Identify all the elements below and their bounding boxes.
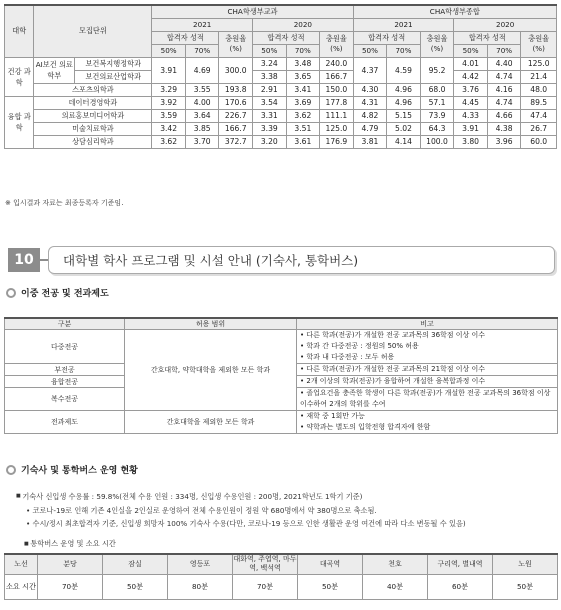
cell: 4.38 [487,122,521,135]
cell: 21.4 [521,70,557,83]
route-name: 잠실 [103,554,168,574]
cell: 4.40 [487,57,521,70]
dorm-line: ■ 기숙사 신입생 수용률 : 59.8%(전체 수용 인원 : 334명, 신입생 수용인원 : 200명, 2021학년도 1학기 기준) [16,490,556,504]
route-time: 50분 [298,574,363,599]
cell: 100.0 [420,135,454,148]
cell: 3.39 [253,122,287,135]
year-2020: 2020 [454,18,557,31]
col-college: 대학 [5,5,34,57]
cell: 5.15 [387,109,421,122]
cell: 48.0 [521,83,557,96]
cell: 4.31 [353,96,387,109]
table-row [5,122,557,135]
table-row [5,574,558,599]
section-number: 10 [8,248,40,272]
major-note [297,411,558,434]
cell: 240.0 [320,57,354,70]
cell: 4.96 [387,96,421,109]
cell: 150.0 [320,83,354,96]
cell: 3.51 [286,122,320,135]
cell: 3.91 [152,57,186,83]
banner-connector [40,259,48,261]
cell: 4.16 [487,83,521,96]
dorm-info [16,490,556,531]
major-type: 복수전공 [5,388,125,411]
cell: 3.96 [487,135,521,148]
route-name: 천호 [363,554,428,574]
col-scope: 허용 범위 [125,318,297,330]
col-unit: 모집단위 [34,5,152,57]
cell: 4.74 [487,70,521,83]
cell: 5.02 [387,122,421,135]
table-row [5,83,557,96]
year-2021: 2021 [353,18,454,31]
p70-header: 70% [487,44,521,57]
bullet-ring-icon [6,288,16,298]
route-time: 70분 [38,574,103,599]
cell: 4.01 [454,57,488,70]
note-line: • 재학 중 1회만 가능 [300,411,557,422]
admissions-table [4,4,557,149]
route-time: 80분 [168,574,233,599]
group-jonghap: CHA학생부종합 [353,5,556,18]
route-time: 50분 [103,574,168,599]
route-time: 40분 [363,574,428,599]
division-name: AI보건 의료학부 [34,57,75,83]
cell: 3.55 [185,83,219,96]
cell: 4.79 [353,122,387,135]
section-title: 대학별 학사 프로그램 및 시설 안내 (기숙사, 통학버스) [48,246,555,274]
cell: 226.7 [219,109,253,122]
dept-name: 데이터경영학과 [34,96,152,109]
year-2020: 2020 [253,18,354,31]
rate-header: 충원율 (%) [320,31,354,57]
cell: 4.00 [185,96,219,109]
col-type: 구분 [5,318,125,330]
cell: 125.0 [521,57,557,70]
majors-heading [6,286,109,299]
cell: 4.33 [454,109,488,122]
cell: 3.38 [253,70,287,83]
route-name: 대화역, 주엽역, 마두역, 백석역 [233,555,297,573]
table-row [5,70,557,83]
majors-table [4,317,558,434]
route-name: 대곡역 [298,554,363,574]
grade-header: 합격자 성적 [152,31,219,44]
dept-name: 보건복지행정학과 [75,57,152,70]
cell: 170.6 [219,96,253,109]
cell: 3.54 [253,96,287,109]
bus-table [4,553,558,600]
major-note [297,388,558,411]
p50-header: 50% [253,44,287,57]
route-name: 노원 [493,554,558,574]
cell: 4.42 [454,70,488,83]
section-banner [4,244,557,276]
footnote: ※ 입시결과 자료는 최종등록자 기준임. [5,199,124,207]
group-kyogwa: CHA학생부교과 [152,5,353,18]
cell: 3.24 [253,57,287,70]
p70-header: 70% [286,44,320,57]
cell: 4.82 [353,109,387,122]
cell: 300.0 [219,57,253,83]
time-label: 소요 시간 [5,574,38,599]
cell: 95.2 [420,57,454,83]
cell: 166.7 [320,70,354,83]
dorm-line: • 코로나-19로 인해 기존 4인실을 2인실로 운영하여 전체 수용인원이 정원 약 680명에서 약 380명으로 축소됨. [16,504,556,518]
cell: 64.3 [420,122,454,135]
cell: 4.37 [353,57,387,83]
cell: 3.62 [152,135,186,148]
cell: 73.9 [420,109,454,122]
major-scope: 간호대학을 제외한 모든 학과 [125,411,297,434]
table-row [5,411,558,434]
cell: 125.0 [320,122,354,135]
p50-header: 50% [454,44,488,57]
cell: 3.42 [152,122,186,135]
cell: 3.31 [253,109,287,122]
route-name: 영등포 [168,554,233,574]
dept-name: 미술치료학과 [34,122,152,135]
cell: 3.91 [454,122,488,135]
rate-header: 충원율 (%) [521,31,557,57]
route-time: 70분 [233,574,298,599]
cell: 3.48 [286,57,320,70]
cell: 89.5 [521,96,557,109]
note-line: • 다른 학과(전공)가 개설한 전공 교과목의 36학점 이상 이수 [300,330,557,341]
note-line: • 2개 이상의 학과(전공)가 융합하여 개설한 융복합과정 이수 [300,376,557,387]
cell: 4.30 [353,83,387,96]
route-name: 분당 [38,554,103,574]
cell: 4.59 [387,57,421,83]
cell: 3.29 [152,83,186,96]
rate-header: 충원율 (%) [420,31,454,57]
major-note [297,376,558,388]
cell: 68.0 [420,83,454,96]
cell: 3.20 [253,135,287,148]
cell: 4.69 [185,57,219,83]
major-scope: 간호대학, 약학대학을 제외한 모든 학과 [125,330,297,411]
year-2021: 2021 [152,18,253,31]
route-header: 노선 [5,554,38,574]
cell: 4.74 [487,96,521,109]
note-line: • 약학과는 별도의 입학전형 합격자에 한함 [300,422,557,433]
major-type: 전과제도 [5,411,125,434]
major-note [297,364,558,376]
majors-heading-text: 이중 전공 및 전과제도 [21,289,109,299]
cell: 166.7 [219,122,253,135]
p50-header: 50% [152,44,186,57]
grade-header: 합격자 성적 [353,31,420,44]
dept-name: 보건의료산업학과 [75,70,152,83]
bus-label: ■ 통학버스 운영 및 소요 시간 [24,539,116,549]
cell: 2.91 [253,83,287,96]
table-row [5,96,557,109]
cell: 176.9 [320,135,354,148]
dorm-heading-text: 기숙사 및 통학버스 운영 현황 [21,466,138,476]
cell: 3.41 [286,83,320,96]
cell: 57.1 [420,96,454,109]
cell: 372.7 [219,135,253,148]
grade-header: 합격자 성적 [454,31,521,44]
cell: 111.1 [320,109,354,122]
cell: 4.96 [387,83,421,96]
p70-header: 70% [387,44,421,57]
cell: 3.81 [353,135,387,148]
cell: 4.66 [487,109,521,122]
cell: 3.59 [152,109,186,122]
cell: 177.8 [320,96,354,109]
bullet-ring-icon [6,465,16,475]
college-name: 융합 과학 [5,96,34,148]
cell: 60.0 [521,135,557,148]
major-note [297,330,558,364]
college-name: 건강 과학 [5,57,34,96]
major-type: 융합전공 [5,376,125,388]
cell: 3.62 [286,109,320,122]
col-note: 비고 [297,318,558,330]
cell: 3.61 [286,135,320,148]
cell: 3.85 [185,122,219,135]
cell: 3.76 [454,83,488,96]
cell: 4.14 [387,135,421,148]
cell: 4.45 [454,96,488,109]
note-line: • 학과 내 다중전공 : 모두 허용 [300,352,557,363]
dept-name: 의료홍보미디어학과 [34,109,152,122]
dorm-line: • 수시/정시 최초합격자 기준, 신입생 희망자 100% 기숙사 수용(다만, 코로나-19 등으로 인한 생활관 운영 여건에 따라 다소 변동될 수 있음) [16,517,556,531]
table-row [5,135,557,148]
rate-header: 충원율 (%) [219,31,253,57]
dorm-heading [6,463,138,476]
dept-name: 상담심리학과 [34,135,152,148]
note-line: • 학과 간 다중전공 : 정원의 50% 허용 [300,341,557,352]
cell: 3.80 [454,135,488,148]
cell: 3.65 [286,70,320,83]
cell: 3.92 [152,96,186,109]
p70-header: 70% [185,44,219,57]
cell: 3.64 [185,109,219,122]
p50-header: 50% [353,44,387,57]
cell: 3.69 [286,96,320,109]
grade-header: 합격자 성적 [253,31,320,44]
cell: 193.8 [219,83,253,96]
note-line: • 졸업요건을 충족한 학생이 다른 학과(전공)가 개설한 전공 교과목의 36학점 이상 이수하여 2개의 학위를 수여 [300,388,557,410]
note-line: • 다른 학과(전공)가 개설한 전공 교과목의 21학점 이상 이수 [300,364,557,375]
dept-name: 스포츠의학과 [34,83,152,96]
cell: 3.70 [185,135,219,148]
table-row [5,109,557,122]
cell: 47.4 [521,109,557,122]
major-type: 부전공 [5,364,125,376]
table-row [5,330,558,364]
cell: 26.7 [521,122,557,135]
route-time: 50분 [493,574,558,599]
table-row [5,57,557,70]
route-time: 60분 [428,574,493,599]
route-name: 구리역, 별내역 [428,554,493,574]
major-type: 다중전공 [5,330,125,364]
